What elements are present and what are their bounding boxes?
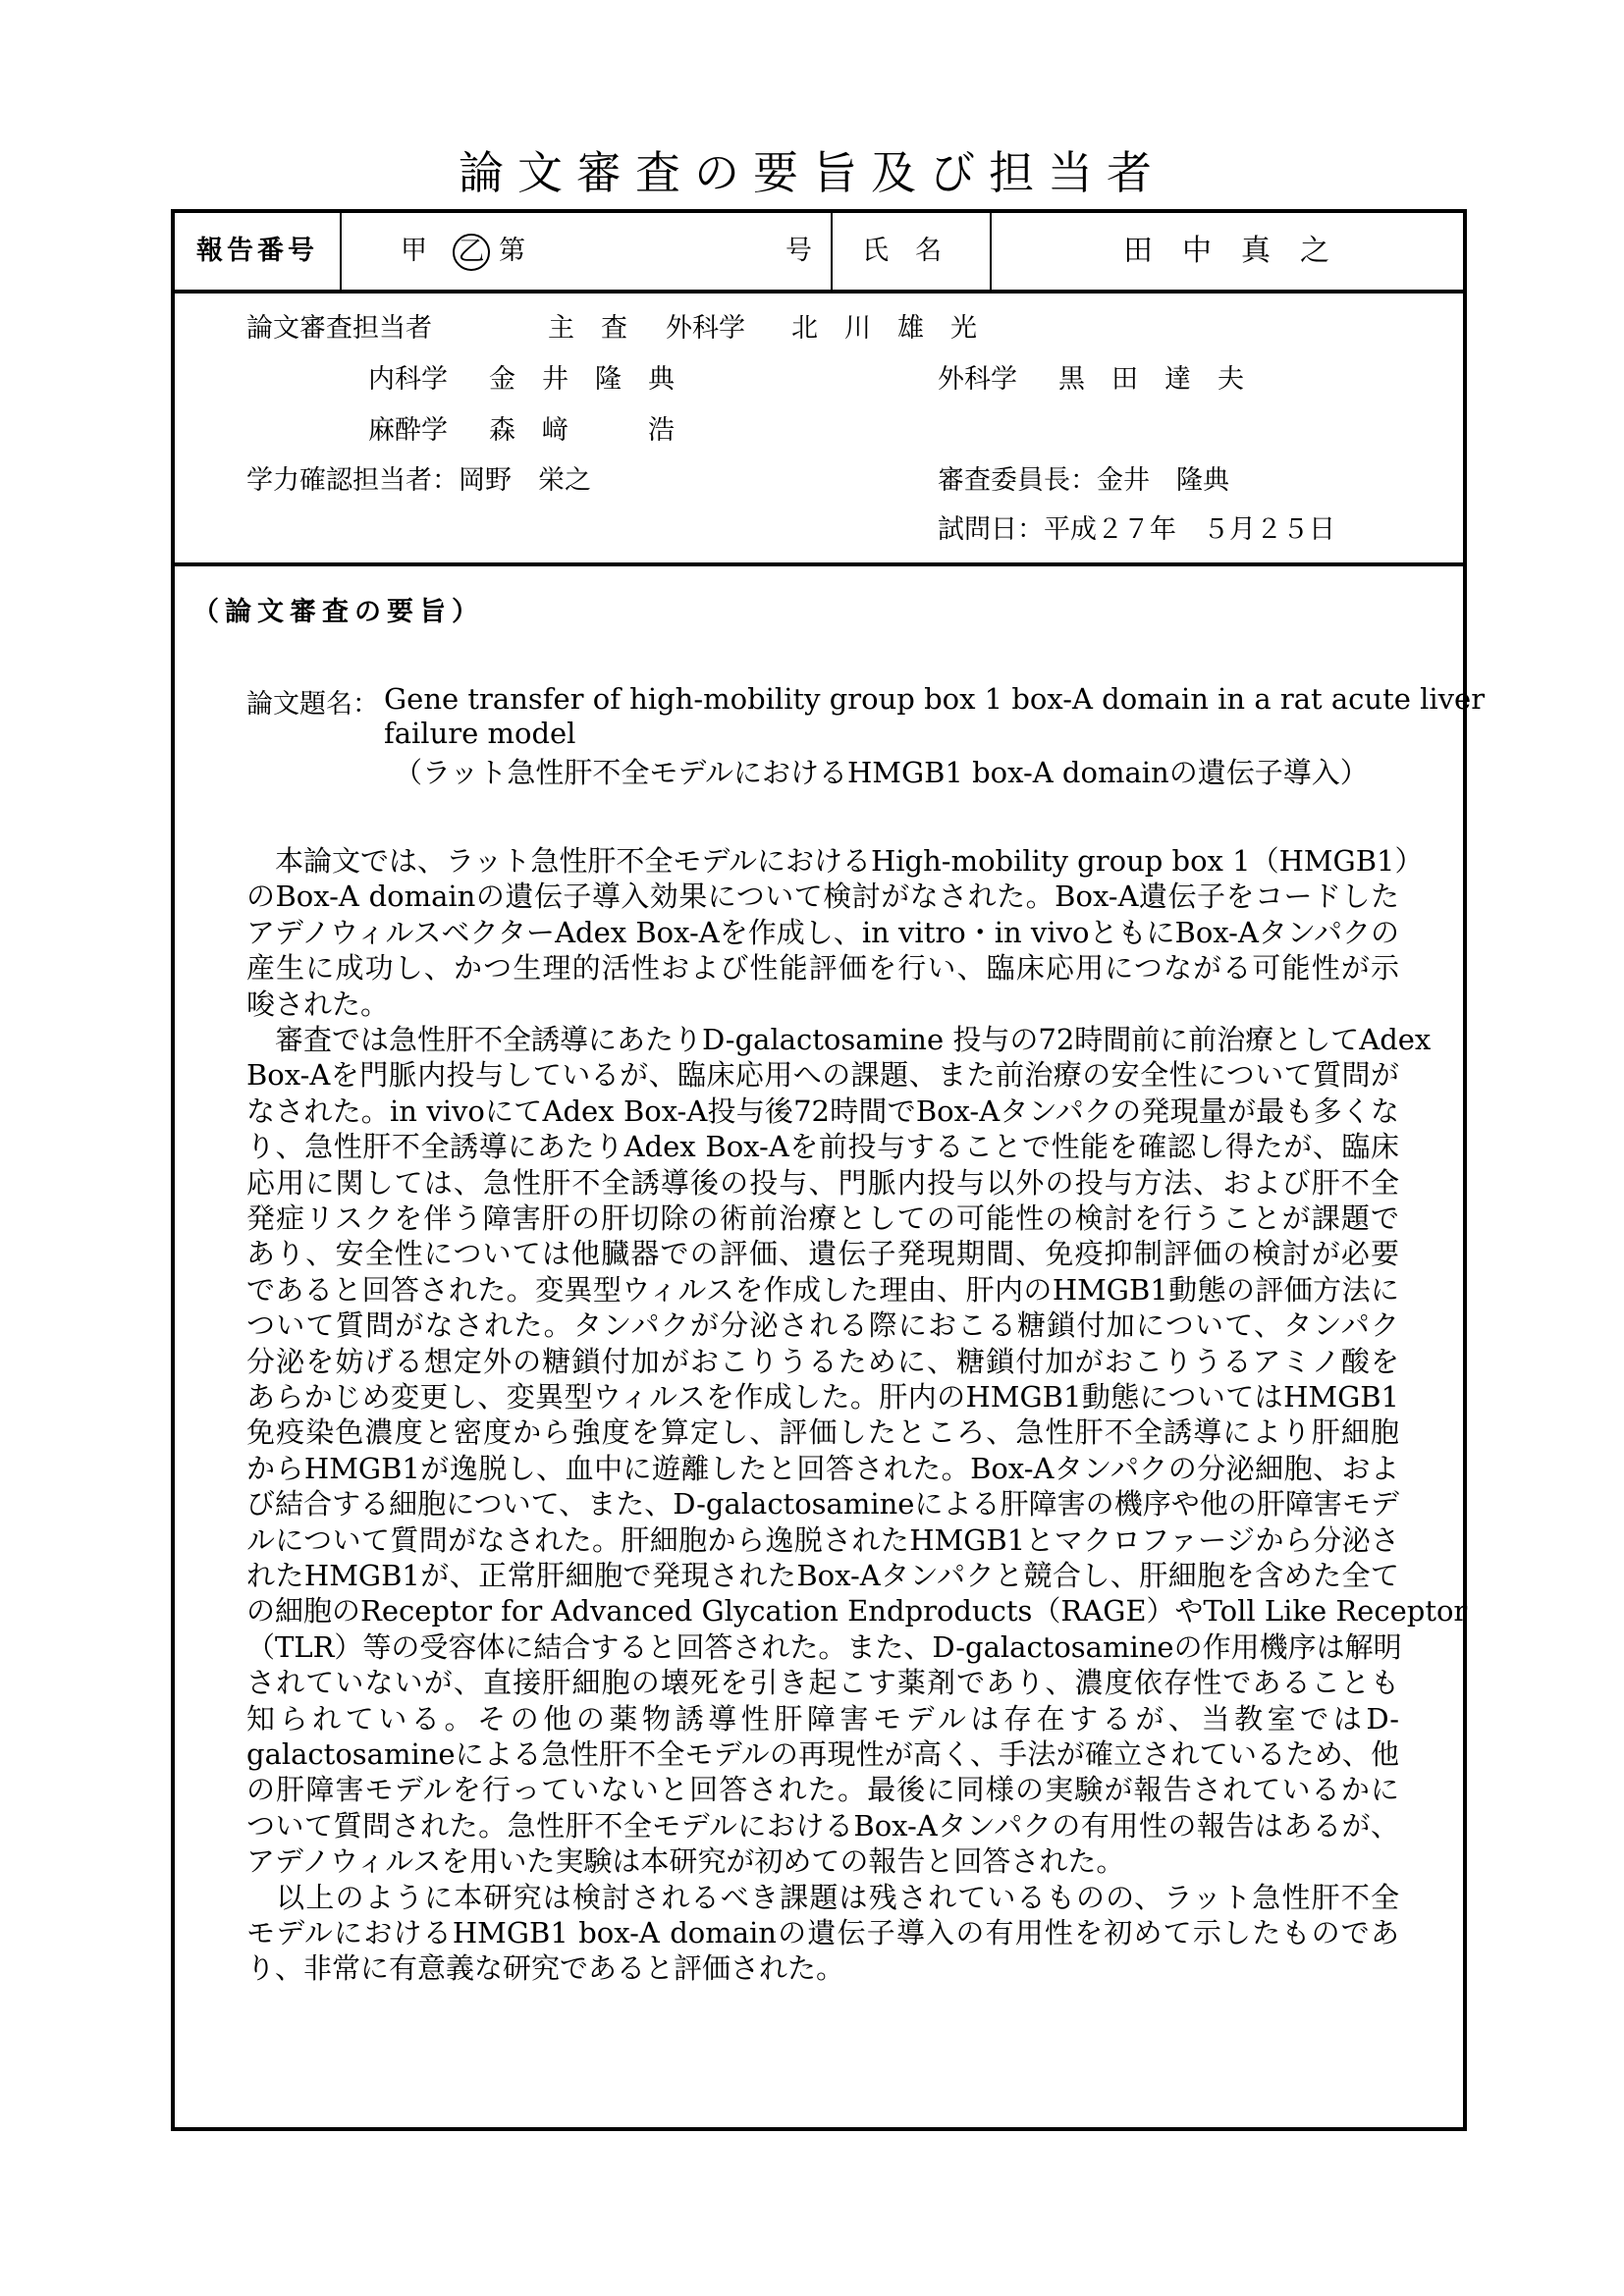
chief-name: 北 川 雄 光 — [791, 313, 977, 344]
thesis-title-translation: （ラット急性肝不全モデルにおけるHMGB1 box-A domainの遺伝子導入） — [394, 756, 1369, 789]
summary-line: の肝障害モデルを行っていないと回答された。最後に同様の実験が報告されているかに — [246, 1773, 1399, 1807]
summary-line: 本論文では、ラット急性肝不全モデルにおけるHigh-mobility group box 1（HMGB1） — [246, 844, 1424, 878]
summary-line: の細胞のReceptor for Advanced Glycation Endproducts（RAGE）やToll Like Receptor — [246, 1594, 1468, 1629]
summary-line: galactosamineによる急性肝不全モデルの再現性が高く、手法が確立されているため、他 — [246, 1737, 1399, 1771]
summary-line: されていないが、直接肝細胞の壊死を引き起こす薬剤であり、濃度依存性であることも — [246, 1666, 1399, 1700]
summary-line: り、急性肝不全誘導にあたりAdex Box-Aを前投与することで性能を確認し得たが、臨床 — [246, 1130, 1399, 1164]
divider — [175, 290, 1463, 294]
summary-line: 応用に関しては、急性肝不全誘導後の投与、門脈内投与以外の投与方法、および肝不全 — [246, 1165, 1399, 1200]
summary-line: （TLR）等の受容体に結合すると回答された。また、D-galactosamineの作用機序は解明 — [246, 1629, 1402, 1664]
summary-line: 免疫染色濃度と密度から強度を算定し、評価したところ、急性肝不全誘導により肝細胞 — [246, 1415, 1399, 1450]
summary-line: ついて質問された。急性肝不全モデルにおけるBox-Aタンパクの有用性の報告はあるが、 — [246, 1808, 1399, 1842]
member-name: 森 﨑 浩 — [489, 415, 675, 446]
summary-line: 発症リスクを伴う障害肝の肝切除の術前治療としての可能性の検討を行うことが課題で — [246, 1201, 1399, 1235]
summary-heading: （論文審査の要旨） — [192, 597, 484, 627]
report-number-label: 報告番号 — [196, 236, 318, 266]
kou-label: 甲 — [401, 236, 427, 266]
summary-line: 分泌を妨げる想定外の糖鎖付加がおこりうるために、糖鎖付加がおこりうるアミノ酸を — [246, 1344, 1399, 1378]
summary-line: のBox-A domainの遺伝子導入効果について検討がなされた。Box-A遺伝子をコードした — [246, 880, 1399, 914]
dai-label: 第 — [499, 236, 525, 266]
academic-examiner: 学力確認担当者：岡野 栄之 — [246, 465, 591, 496]
committee-label: 論文審査担当者 — [246, 313, 432, 344]
summary-line: あり、安全性については他臓器での評価、遺伝子発現期間、免疫抑制評価の検討が必要 — [246, 1237, 1399, 1271]
summary-line: モデルにおけるHMGB1 box-A domainの遺伝子導入の有用性を初めて示したものであ — [246, 1916, 1399, 1949]
committee-chair: 審査委員長：金井 隆典 — [938, 465, 1229, 496]
summary-line: 産生に成功し、かつ生理的活性および性能評価を行い、臨床応用につながる可能性が示 — [246, 951, 1399, 986]
thesis-title-line: Gene transfer of high-mobility group box 1 box-A domain in a rat acute liver — [384, 682, 1486, 716]
exam-date: 試問日：平成２７年 ５月２５日 — [938, 514, 1335, 545]
summary-line: からHMGB1が逸脱し、血中に遊離したと回答された。Box-Aタンパクの分泌細胞、およ — [246, 1451, 1399, 1485]
summary-line: アデノウィルスベクターAdex Box-Aを作成し、in vitro・in vivoともにBox-Aタンパクの — [246, 915, 1399, 949]
member-dept: 麻酔学 — [368, 415, 448, 446]
thesis-title-line: failure model — [384, 717, 576, 750]
summary-line: Box-Aを門脈内投与しているが、臨床応用への課題、また前治療の安全性について質問が — [246, 1058, 1399, 1093]
divider — [831, 213, 833, 290]
summary-line: 以上のように本研究は検討されるべき課題は残されているものの、ラット急性肝不全 — [246, 1880, 1399, 1914]
member-name: 金 井 隆 典 — [489, 364, 675, 395]
summary-line: び結合する細胞について、また、D-galactosamineによる肝障害の機序や他の肝障害モデ — [246, 1487, 1399, 1522]
member-dept: 外科学 — [938, 364, 1017, 395]
name-label: 氏 名 — [862, 236, 942, 266]
member-name: 黒 田 達 夫 — [1058, 364, 1244, 395]
divider — [340, 213, 342, 290]
summary-line: 審査では急性肝不全誘導にあたりD-galactosamine 投与の72時間前に前治療としてAdex — [246, 1023, 1432, 1056]
document-title: 論文審査の要旨及び担当者 — [459, 146, 1165, 199]
go-label: 号 — [785, 236, 812, 266]
otsu-circled-label: 乙 — [453, 234, 490, 271]
review-form — [171, 209, 1486, 2131]
summary-line: あらかじめ変更し、変異型ウィルスを作成した。肝内のHMGB1動態についてはHMGB1 — [246, 1380, 1399, 1414]
summary-line: れたHMGB1が、正常肝細胞で発現されたBox-Aタンパクと競合し、肝細胞を含めた全て — [246, 1559, 1399, 1592]
chief-role: 主 査 — [548, 313, 627, 344]
summary-line: なされた。in vivoにてAdex Box-A投与後72時間でBox-Aタンパクの発現量が最も多くな — [246, 1094, 1399, 1128]
summary-line: アデノウィルスを用いた実験は本研究が初めての報告と回答された。 — [246, 1844, 1125, 1879]
thesis-title-label: 論文題名： — [246, 689, 379, 720]
applicant-name: 田 中 真 之 — [1123, 234, 1329, 268]
chief-dept: 外科学 — [666, 313, 745, 344]
summary-line: り、非常に有意義な研究であると評価された。 — [246, 1951, 845, 1986]
summary-line: ルについて質問がなされた。肝細胞から逸脱されたHMGB1とマクロファージから分泌さ — [246, 1522, 1399, 1557]
summary-line: であると回答された。変異型ウィルスを作成した理由、肝内のHMGB1動態の評価方法に — [246, 1272, 1399, 1307]
divider — [175, 562, 1463, 566]
member-dept: 内科学 — [368, 364, 448, 395]
summary-line: 唆された。 — [246, 987, 390, 1021]
summary-line: 知られている。その他の薬物誘導性肝障害モデルは存在するが、当教室ではD- — [246, 1701, 1399, 1735]
summary-line: ついて質問がなされた。タンパクが分泌される際におこる糖鎖付加について、タンパク — [246, 1308, 1399, 1343]
